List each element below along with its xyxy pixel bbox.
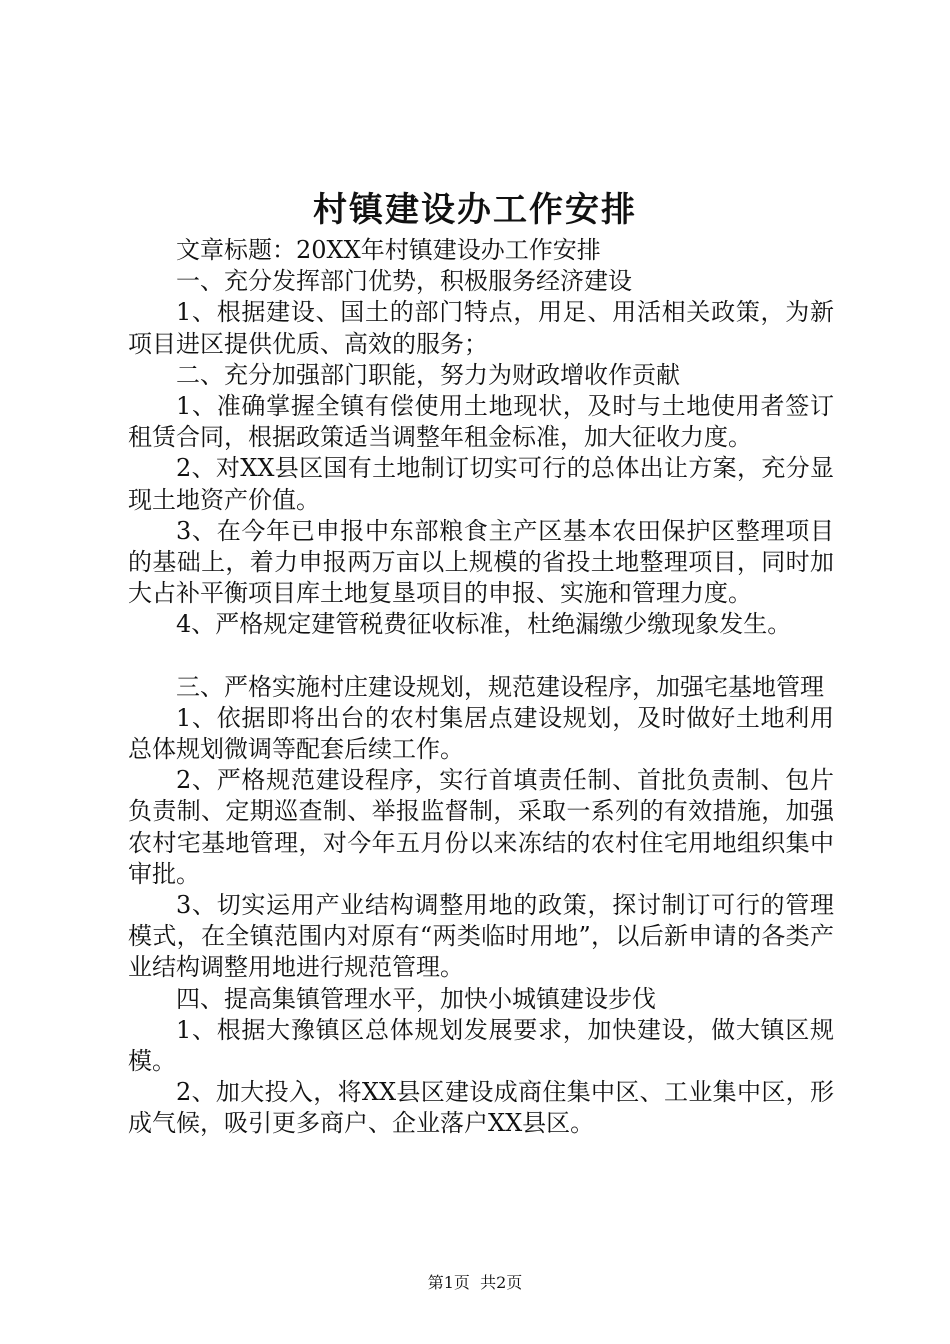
paragraph: 2、对XX县区国有土地制订切实可行的总体出让方案，充分显现土地资产价值。 [128, 454, 834, 514]
section-heading-2: 二、充分加强部门职能，努力为财政增收作贡献 [176, 360, 680, 389]
page-footer [0, 1272, 950, 1294]
article-title-line: 文章标题：20XX年村镇建设办工作安排 [176, 236, 601, 264]
document-body [128, 235, 834, 1140]
page-number-current: 第1页 [427, 1273, 470, 1292]
document-title: 村镇建设办工作安排 [313, 190, 637, 230]
paragraph: 1、依据即将出台的农村集居点建设规划，及时做好土地利用总体规划微调等配套后续工作。 [128, 703, 834, 764]
page-number-total: 共2页 [480, 1273, 523, 1292]
paragraph: 1、准确掌握全镇有偿使用土地现状，及时与土地使用者签订租赁合同，根据政策适当调整年租金标准，加大征收力度。 [128, 392, 834, 452]
paragraph: 3、在今年已申报中东部粮食主产区基本农田保护区整理项目的基础上，着力申报两万亩以上规模的省投土地整理项目，同时加大占补平衡项目库土地复垦项目的申报、实施和管理力度。 [128, 516, 834, 608]
paragraph: 4、严格规定建管税费征收标准，杜绝漏缴少缴现象发生。 [176, 610, 792, 639]
section-heading-4: 四、提高集镇管理水平，加快小城镇建设步伐 [176, 984, 656, 1013]
paragraph: 1、根据大豫镇区总体规划发展要求，加快建设，做大镇区规模。 [128, 1015, 834, 1076]
section-heading-1: 一、充分发挥部门优势，积极服务经济建设 [176, 267, 632, 296]
paragraph: 2、严格规范建设程序，实行首填责任制、首批负责制、包片负责制、定期巡查制、举报监督制，采取一系列的有效措施，加强农村宅基地管理，对今年五月份以来冻结的农村住宅用地组织集中审批。 [128, 766, 834, 888]
paragraph: 3、切实运用产业结构调整用地的政策，探讨制订可行的管理模式，在全镇范围内对原有“两类临时用地”，以后新申请的各类产业结构调整用地进行规范管理。 [128, 891, 834, 982]
paragraph: 1、根据建设、国土的部门特点，用足、用活相关政策，为新项目进区提供优质、高效的服务； [128, 298, 834, 358]
paragraph: 2、加大投入，将XX县区建设成商住集中区、工业集中区，形成气候，吸引更多商户、企业落户XX县区。 [128, 1078, 834, 1138]
section-heading-3: 三、严格实施村庄建设规划，规范建设程序，加强宅基地管理 [176, 672, 824, 701]
